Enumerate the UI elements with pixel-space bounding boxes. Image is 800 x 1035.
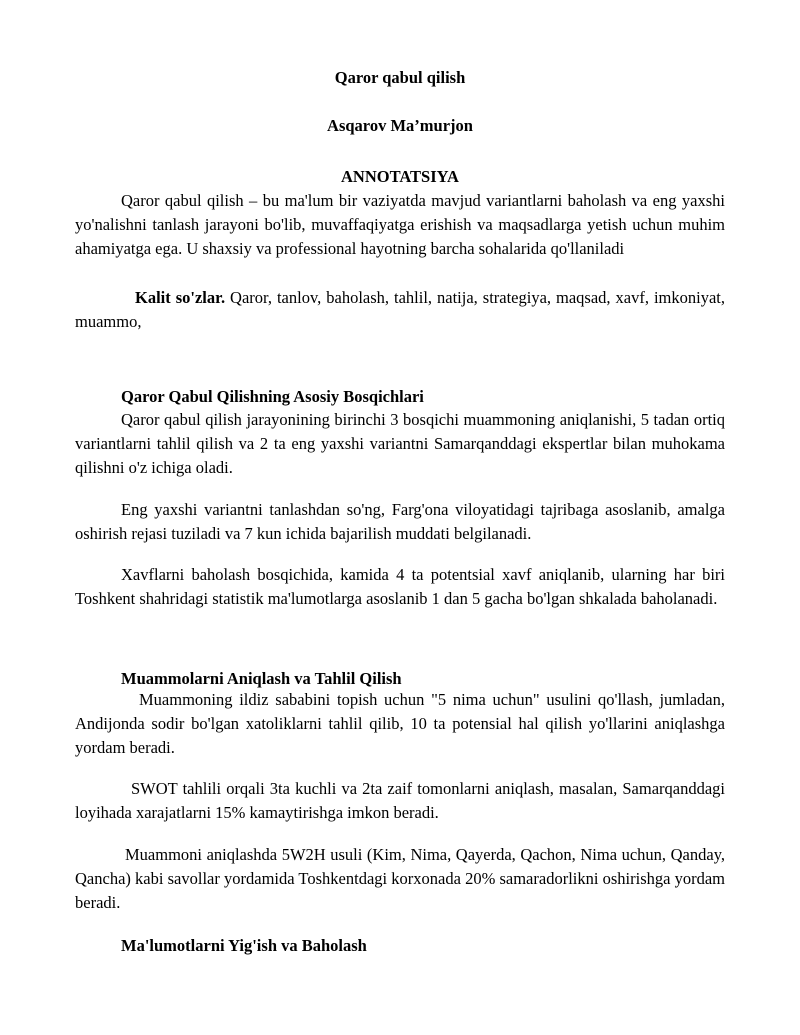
section-paragraph: SWOT tahlili orqali 3ta kuchli va 2ta zaif tomonlarni aniqlash, masalan, Samarqanddagi loyihada xarajatlarni 15% kamaytirishga imkon beradi. (75, 779, 725, 822)
section-heading: Qaror Qabul Qilishning Asosiy Bosqichlari (121, 387, 424, 406)
annotation-paragraph: Qaror qabul qilish – bu ma'lum bir vaziyatda mavjud variantlarni baholash va eng yaxshi yo'nalishni tanlash jarayoni bo'lib, muvaffaqiyatga erishish va maqsadlarga yetish uchun muhim ahamiyatga ega. U shaxsiy va professional hayotning barcha sohalarida qo'llaniladi (75, 191, 725, 258)
keywords-label: Kalit so'zlar. (135, 288, 226, 307)
keywords-text: Qaror, tanlov, baholash, tahlil, natija, strategiya, maqsad, xavf, imkoniyat, muammo, (75, 288, 725, 331)
section-heading: Muammolarni Aniqlash va Tahlil Qilish (121, 669, 402, 688)
keywords-paragraph (75, 286, 725, 334)
section-paragraph: Xavflarni baholash bosqichida, kamida 4 ta potentsial xavf aniqlanib, ularning har biri Toshkent shahridagi statistik ma'lumotlarga asoslanib 1 dan 5 gacha bo'lgan shkalada baholanadi. (75, 565, 725, 608)
section-paragraph: Qaror qabul qilish jarayonining birinchi 3 bosqichi muammoning aniqlanishi, 5 tadan ortiq variantlarni tahlil qilish va 2 ta eng yaxshi variantni Samarqanddagi ekspertlar bilan muhokama qilishni o'z ichiga oladi. (75, 410, 725, 477)
annotation-heading: ANNOTATSIYA (341, 167, 459, 186)
document-title: Qaror qabul qilish (334, 68, 466, 87)
section-heading: Ma'lumotlarni Yig'ish va Baholash (121, 936, 367, 955)
section-paragraph: Muammoning ildiz sababini topish uchun "5 nima uchun" usulini qo'llash, jumladan, Andijonda sodir bo'lgan xatoliklarni tahlil qilib, 10 ta potensial hal qilish yo'llarini aniqlashga yordam beradi. (75, 690, 725, 757)
section-paragraph: Muammoni aniqlashda 5W2H usuli (Kim, Nima, Qayerda, Qachon, Nima uchun, Qanday, Qancha) kabi savollar yordamida Toshkentdagi korxonada 20% samaradorlikni oshirishga yordam beradi. (75, 845, 725, 912)
document-author: Asqarov Ma’murjon (327, 116, 473, 135)
section-paragraph: Eng yaxshi variantni tanlashdan so'ng, Farg'ona viloyatidagi tajribaga asoslanib, amalga oshirish rejasi tuziladi va 7 kun ichida bajarilish muddati belgilanadi. (75, 500, 725, 543)
